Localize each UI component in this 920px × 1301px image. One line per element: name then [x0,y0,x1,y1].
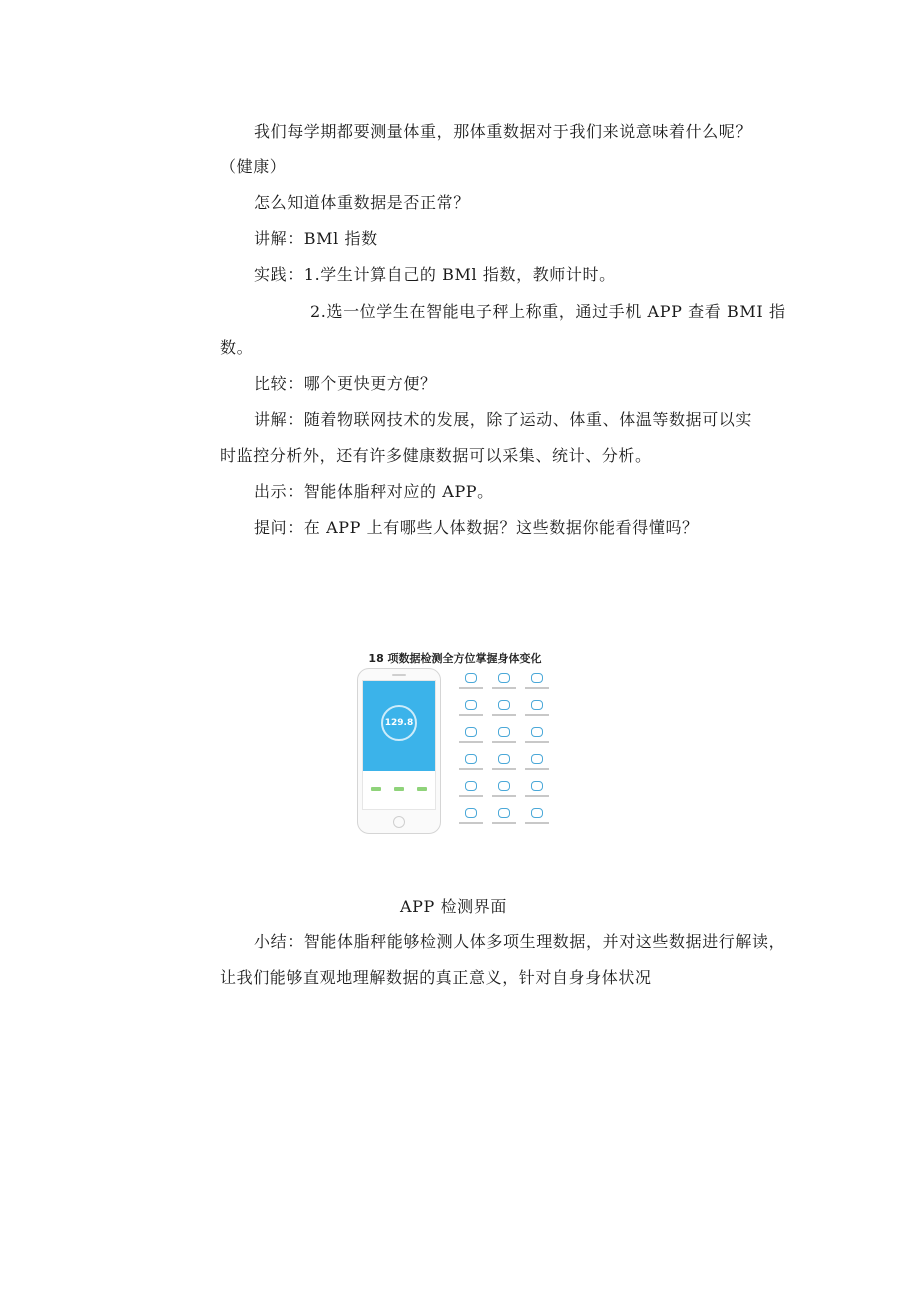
summary-line-2: 让我们能够直观地理解数据的真正意义，针对自身身体状况 [220,968,652,987]
stat-bar-1 [371,787,381,791]
metric-icon [465,700,477,710]
metric-label-placeholder [525,768,549,770]
metric-icon [465,754,477,764]
metric-icon [465,673,477,683]
metric-icon-grid [455,670,555,832]
metric-icon-cell [488,751,521,778]
metric-label-placeholder [525,741,549,743]
paragraph-7-line-2: 时监控分析外，还有许多健康数据可以采集、统计、分析。 [220,446,652,465]
screen-header-panel [363,681,435,771]
metric-icon [498,673,510,683]
metric-label-placeholder [525,795,549,797]
metric-icon-cell [521,778,554,805]
paragraph-5-line-2: 数。 [220,338,254,357]
metric-icon-cell [455,697,488,724]
metric-label-placeholder [492,795,516,797]
metric-icon-cell [455,805,488,832]
metric-icon [531,754,543,764]
metric-label-placeholder [525,687,549,689]
home-button [393,816,405,828]
metric-label-placeholder [492,768,516,770]
app-screenshot-figure [355,650,555,836]
stat-bar-2 [394,787,404,791]
paragraph-6: 比较：哪个更快更方便？ [254,374,437,393]
paragraph-5-line-1: 2.选一位学生在智能电子秤上称重，通过手机 APP 查看 BMI 指 [310,302,786,321]
weight-ring [381,705,417,741]
metric-label-placeholder [492,741,516,743]
paragraph-1-line-2: （健康） [220,157,287,176]
metric-icon [531,700,543,710]
paragraph-3: 讲解：BMl 指数 [254,229,378,248]
stat-bar-3 [417,787,427,791]
metric-icon [465,781,477,791]
metric-label-placeholder [459,795,483,797]
metric-icon-cell [455,751,488,778]
metric-icon-cell [488,670,521,697]
summary-line-1: 小结：智能体脂秤能够检测人体多项生理数据，并对这些数据进行解读， [254,932,786,951]
metric-icon-cell [455,724,488,751]
metric-label-placeholder [459,741,483,743]
metric-icon [531,727,543,737]
metric-icon [531,781,543,791]
metric-label-placeholder [492,714,516,716]
phone-mockup [357,668,441,834]
metric-icon-cell [488,805,521,832]
metric-icon [465,727,477,737]
paragraph-7-line-1: 讲解：随着物联网技术的发展，除了运动、体重、体温等数据可以实 [254,410,753,429]
metric-icon-cell [521,670,554,697]
metric-icon [465,808,477,818]
metric-label-placeholder [459,822,483,824]
metric-icon [531,808,543,818]
metric-label-placeholder [459,687,483,689]
paragraph-2: 怎么知道体重数据是否正常？ [254,193,470,212]
phone-speaker [392,674,406,676]
metric-icon-cell [488,724,521,751]
metric-icon-cell [455,778,488,805]
metric-icon [498,781,510,791]
metric-icon-cell [455,670,488,697]
metric-label-placeholder [525,822,549,824]
metric-icon [498,808,510,818]
metric-icon-cell [488,697,521,724]
metric-icon [498,700,510,710]
metric-icon-cell [521,697,554,724]
metric-label-placeholder [459,768,483,770]
phone-screen [362,680,436,810]
metric-icon-cell [488,778,521,805]
paragraph-8: 出示：智能体脂秤对应的 APP。 [254,482,494,501]
paragraph-9: 提问：在 APP 上有哪些人体数据？这些数据你能看得懂吗？ [254,518,699,537]
metric-label-placeholder [492,822,516,824]
metric-icon-cell [521,751,554,778]
figure-caption: APP 检测界面 [400,897,507,916]
metric-icon [531,673,543,683]
metric-icon [498,754,510,764]
metric-label-placeholder [525,714,549,716]
metric-icon-cell [521,724,554,751]
figure-title: 18 项数据检测全方位掌握身体变化 [368,652,542,665]
metric-icon-cell [521,805,554,832]
weight-value: 129.8 [384,718,414,728]
paragraph-1-line-1: 我们每学期都要测量体重，那体重数据对于我们来说意味着什么呢？ [254,122,753,141]
metric-label-placeholder [459,714,483,716]
metric-label-placeholder [492,687,516,689]
paragraph-4: 实践：1.学生计算自己的 BMl 指数，教师计时。 [254,265,616,284]
metric-icon [498,727,510,737]
